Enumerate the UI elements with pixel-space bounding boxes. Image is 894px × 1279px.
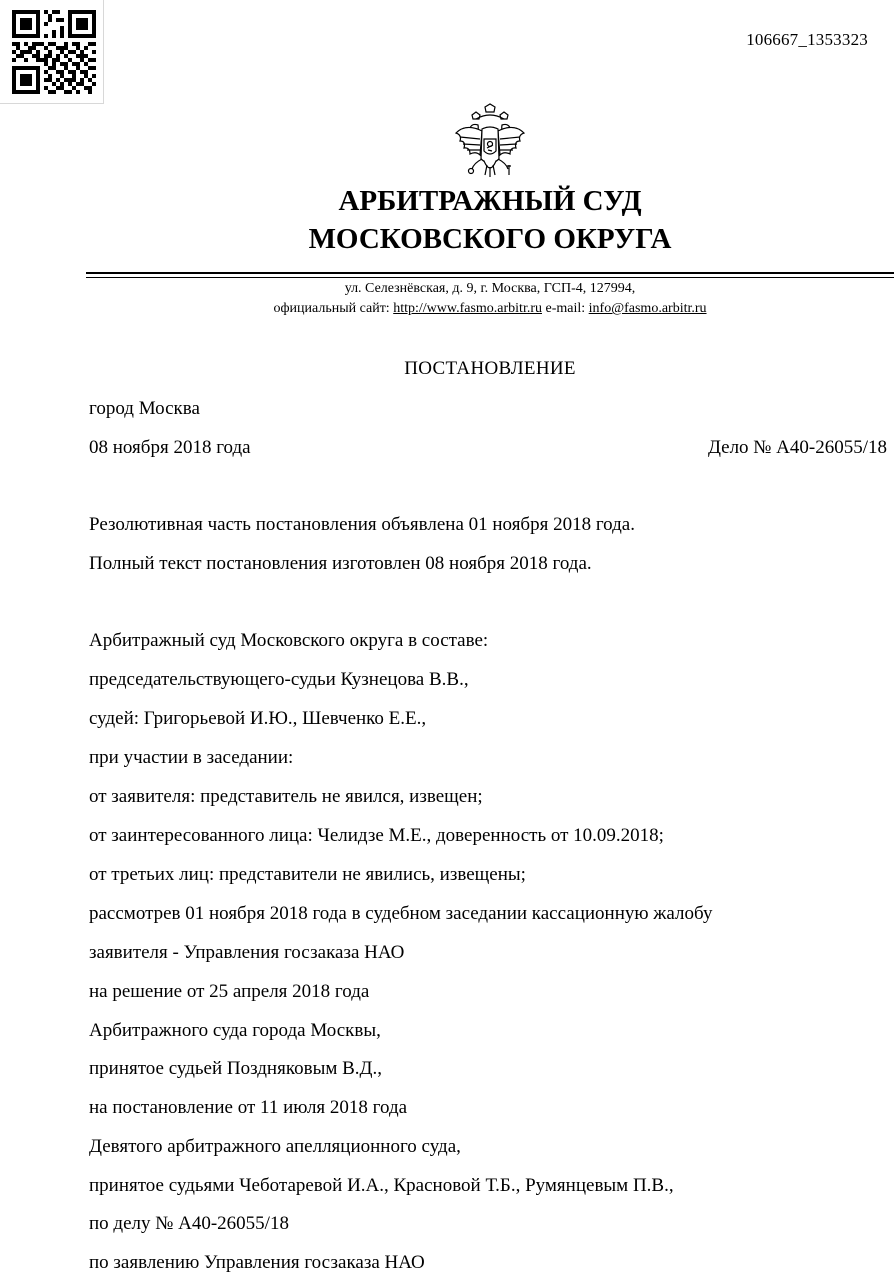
email-label: e-mail: [545,301,586,316]
coat-of-arms-icon [452,103,528,185]
court-contacts [86,299,894,319]
body-line: от заявителя: представитель не явился, извещен; [89,786,483,807]
qr-code [0,0,104,104]
announcement-line: Резолютивная часть постановления объявлена 01 ноября 2018 года. [89,514,635,535]
header-rule-thin [86,277,894,278]
site-label: официальный сайт: [273,301,390,316]
body-line: принятое судьями Чеботаревой И.А., Красновой Т.Б., Румянцевым П.В., [89,1175,674,1196]
body-line: на решение от 25 апреля 2018 года [89,981,370,1002]
body-line: по заявлению Управления госзаказа НАО [89,1252,425,1273]
body-line: Девятого арбитражного апелляционного суда, [89,1136,461,1157]
email-link[interactable]: info@fasmo.arbitr.ru [588,301,707,316]
body-line: председательствующего-судьи Кузнецова В.В., [89,669,469,690]
body-line: судей: Григорьевой И.Ю., Шевченко Е.Е., [89,708,427,729]
announcement-line: Полный текст постановления изготовлен 08 ноября 2018 года. [89,553,592,574]
case-number: Дело № А40-26055/18 [707,437,887,458]
document-id: 106667_1353323 [746,30,868,49]
header-rule-thick [86,272,894,274]
body-line: заявителя - Управления госзаказа НАО [89,942,405,963]
court-address-block [86,279,894,319]
body-line: Арбитражного суда города Москвы, [89,1020,381,1041]
body-line: на постановление от 11 июля 2018 года [89,1097,408,1118]
document-type: ПОСТАНОВЛЕНИЕ [404,358,576,379]
court-title-line2: МОСКОВСКОГО ОКРУГА [308,223,672,255]
court-title-line1: АРБИТРАЖНЫЙ СУД [338,185,642,217]
qr-code-icon [12,10,96,94]
body-line: по делу № А40-26055/18 [89,1213,289,1234]
document-date: 08 ноября 2018 года [89,437,251,458]
body-line: при участии в заседании: [89,747,294,768]
body-line: рассмотрев 01 ноября 2018 года в судебном заседании кассационную жалобу [89,903,713,924]
coat-of-arms [452,103,528,190]
body-line: от заинтересованного лица: Челидзе М.Е., доверенность от 10.09.2018; [89,825,664,846]
body-line: принятое судьей Поздняковым В.Д., [89,1058,382,1079]
body-line: Арбитражный суд Московского округа в составе: [89,630,489,651]
court-address: ул. Селезнёвская, д. 9, г. Москва, ГСП-4, 127994, [344,281,636,296]
body-line: от третьих лиц: представители не явились, извещены; [89,864,526,885]
court-title [86,182,894,258]
city: город Москва [89,398,200,419]
site-link[interactable]: http://www.fasmo.arbitr.ru [393,301,542,316]
